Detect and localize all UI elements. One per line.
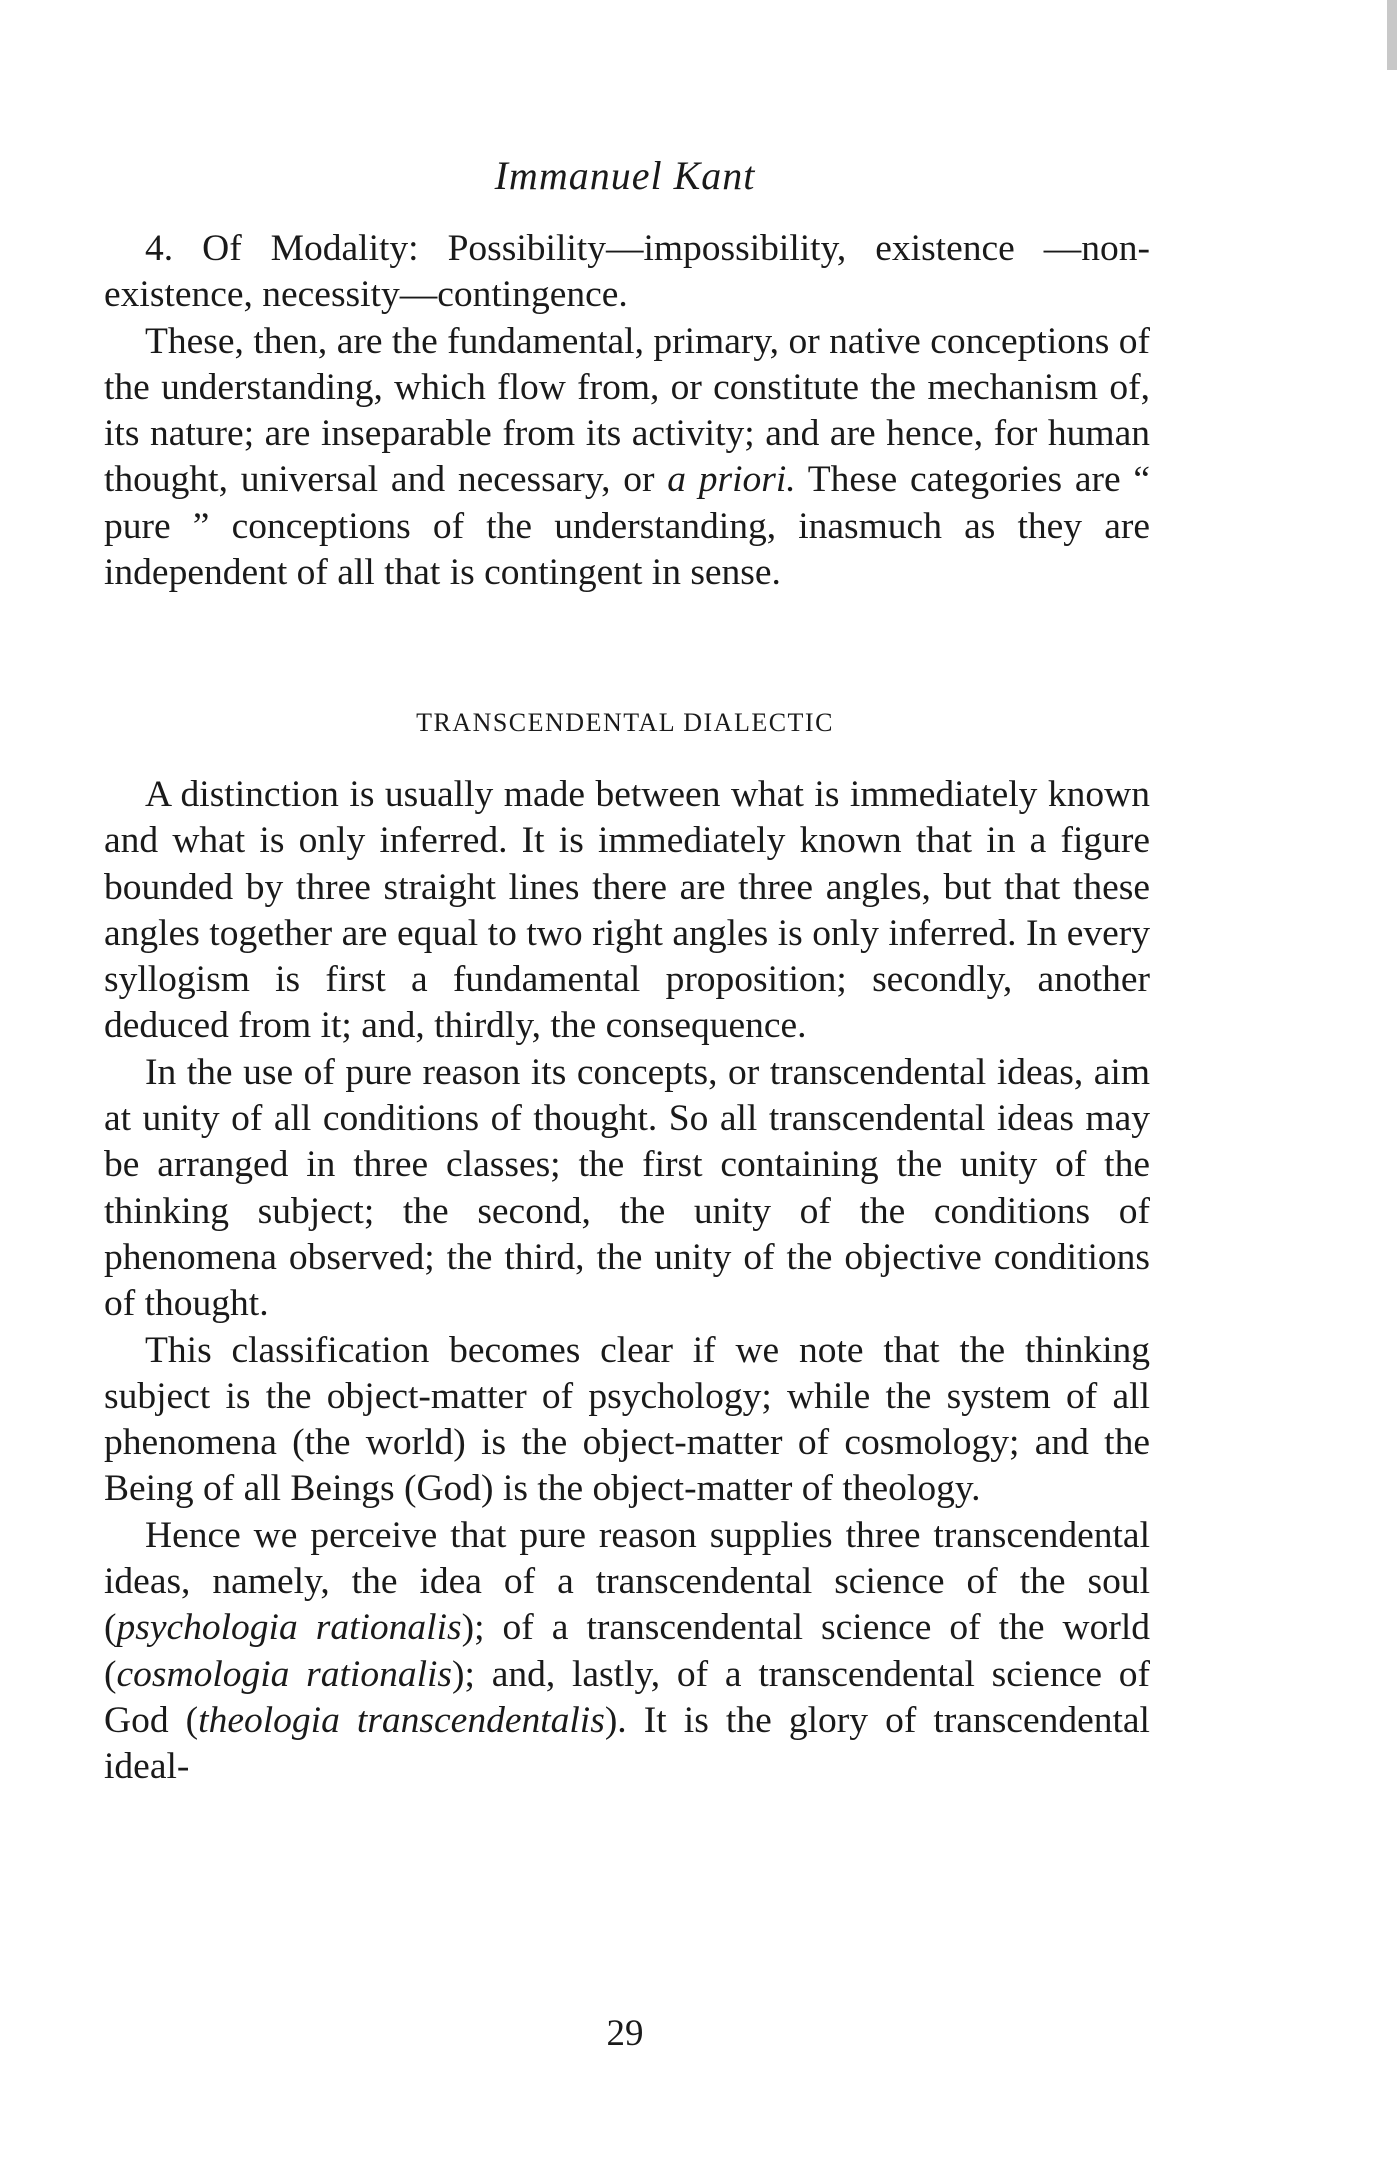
italic-run: a priori. <box>667 459 796 501</box>
text-run: This classification becomes clear if we note that the thinking subject is the object-matter of psychology; while the system of all phenomena (the world) is the object-matter of cosmology; and the Being of all Beings (God) is the object-matter of theology. <box>104 1329 1150 1510</box>
text-run: 4. Of Modality: Possibility—impossibility, existence —non-existence, necessity—contingence. <box>104 228 1150 316</box>
text-run: ); of a transcendental science of the world ( <box>104 1607 1150 1695</box>
body-paragraph <box>104 226 1150 319</box>
body-paragraph <box>104 772 1150 1050</box>
italic-run: cosmologia rationalis <box>116 1653 453 1695</box>
section-heading: TRANSCENDENTAL DIALECTIC <box>416 708 834 737</box>
running-head: Immanuel Kant <box>494 153 756 198</box>
text-run: ). It is the glory of transcendental ideal- <box>104 1699 1150 1788</box>
page-edge-mark <box>1387 0 1397 70</box>
italic-run: psychologia rationalis <box>116 1607 462 1649</box>
body-paragraph <box>104 1328 1150 1513</box>
text-block-top <box>104 226 1150 596</box>
italic-run: theologia transcendentalis <box>198 1699 605 1741</box>
text-run: In the use of pure reason its concepts, or transcendental ideas, aim at unity of all conditions of thought. So all transcendental ideas may be arranged in three classes; the first containing the unity of the thinking subject; the second, the unity of the conditions of phenomena observed; the third, the unity of the objective conditions of thought. <box>104 1051 1150 1325</box>
text-run: A distinction is usually made between what is immediately known and what is only inferred. It is immediately known that in a figure bounded by three straight lines there are three angles, but that these angles together are equal to two right angles is only inferred. In every syllogism is first a fundamental proposition; secondly, another deduced from it; and, thirdly, the consequence. <box>104 774 1150 1047</box>
text-run: Hence we perceive that pure reason supplies three transcendental ideas, namely, the idea of a transcendental science of the soul ( <box>104 1514 1150 1649</box>
text-block-bottom <box>104 772 1150 1791</box>
body-paragraph <box>104 1513 1150 1791</box>
text-run: These categories are “ pure ” conceptions of the understanding, inasmuch as they are independent of all that is contingent in sense. <box>104 459 1150 594</box>
body-paragraph <box>104 1050 1150 1328</box>
body-paragraph <box>104 319 1150 597</box>
page-number: 29 <box>606 2013 644 2054</box>
text-run: ); and, lastly, of a transcendental science of God ( <box>104 1653 1150 1741</box>
text-run: These, then, are the fundamental, primary, or native conceptions of the understanding, which flow from, or constitute the mechanism of, its nature; are inseparable from its activity; and are hence, for human thought, universal and necessary, or <box>104 320 1150 501</box>
